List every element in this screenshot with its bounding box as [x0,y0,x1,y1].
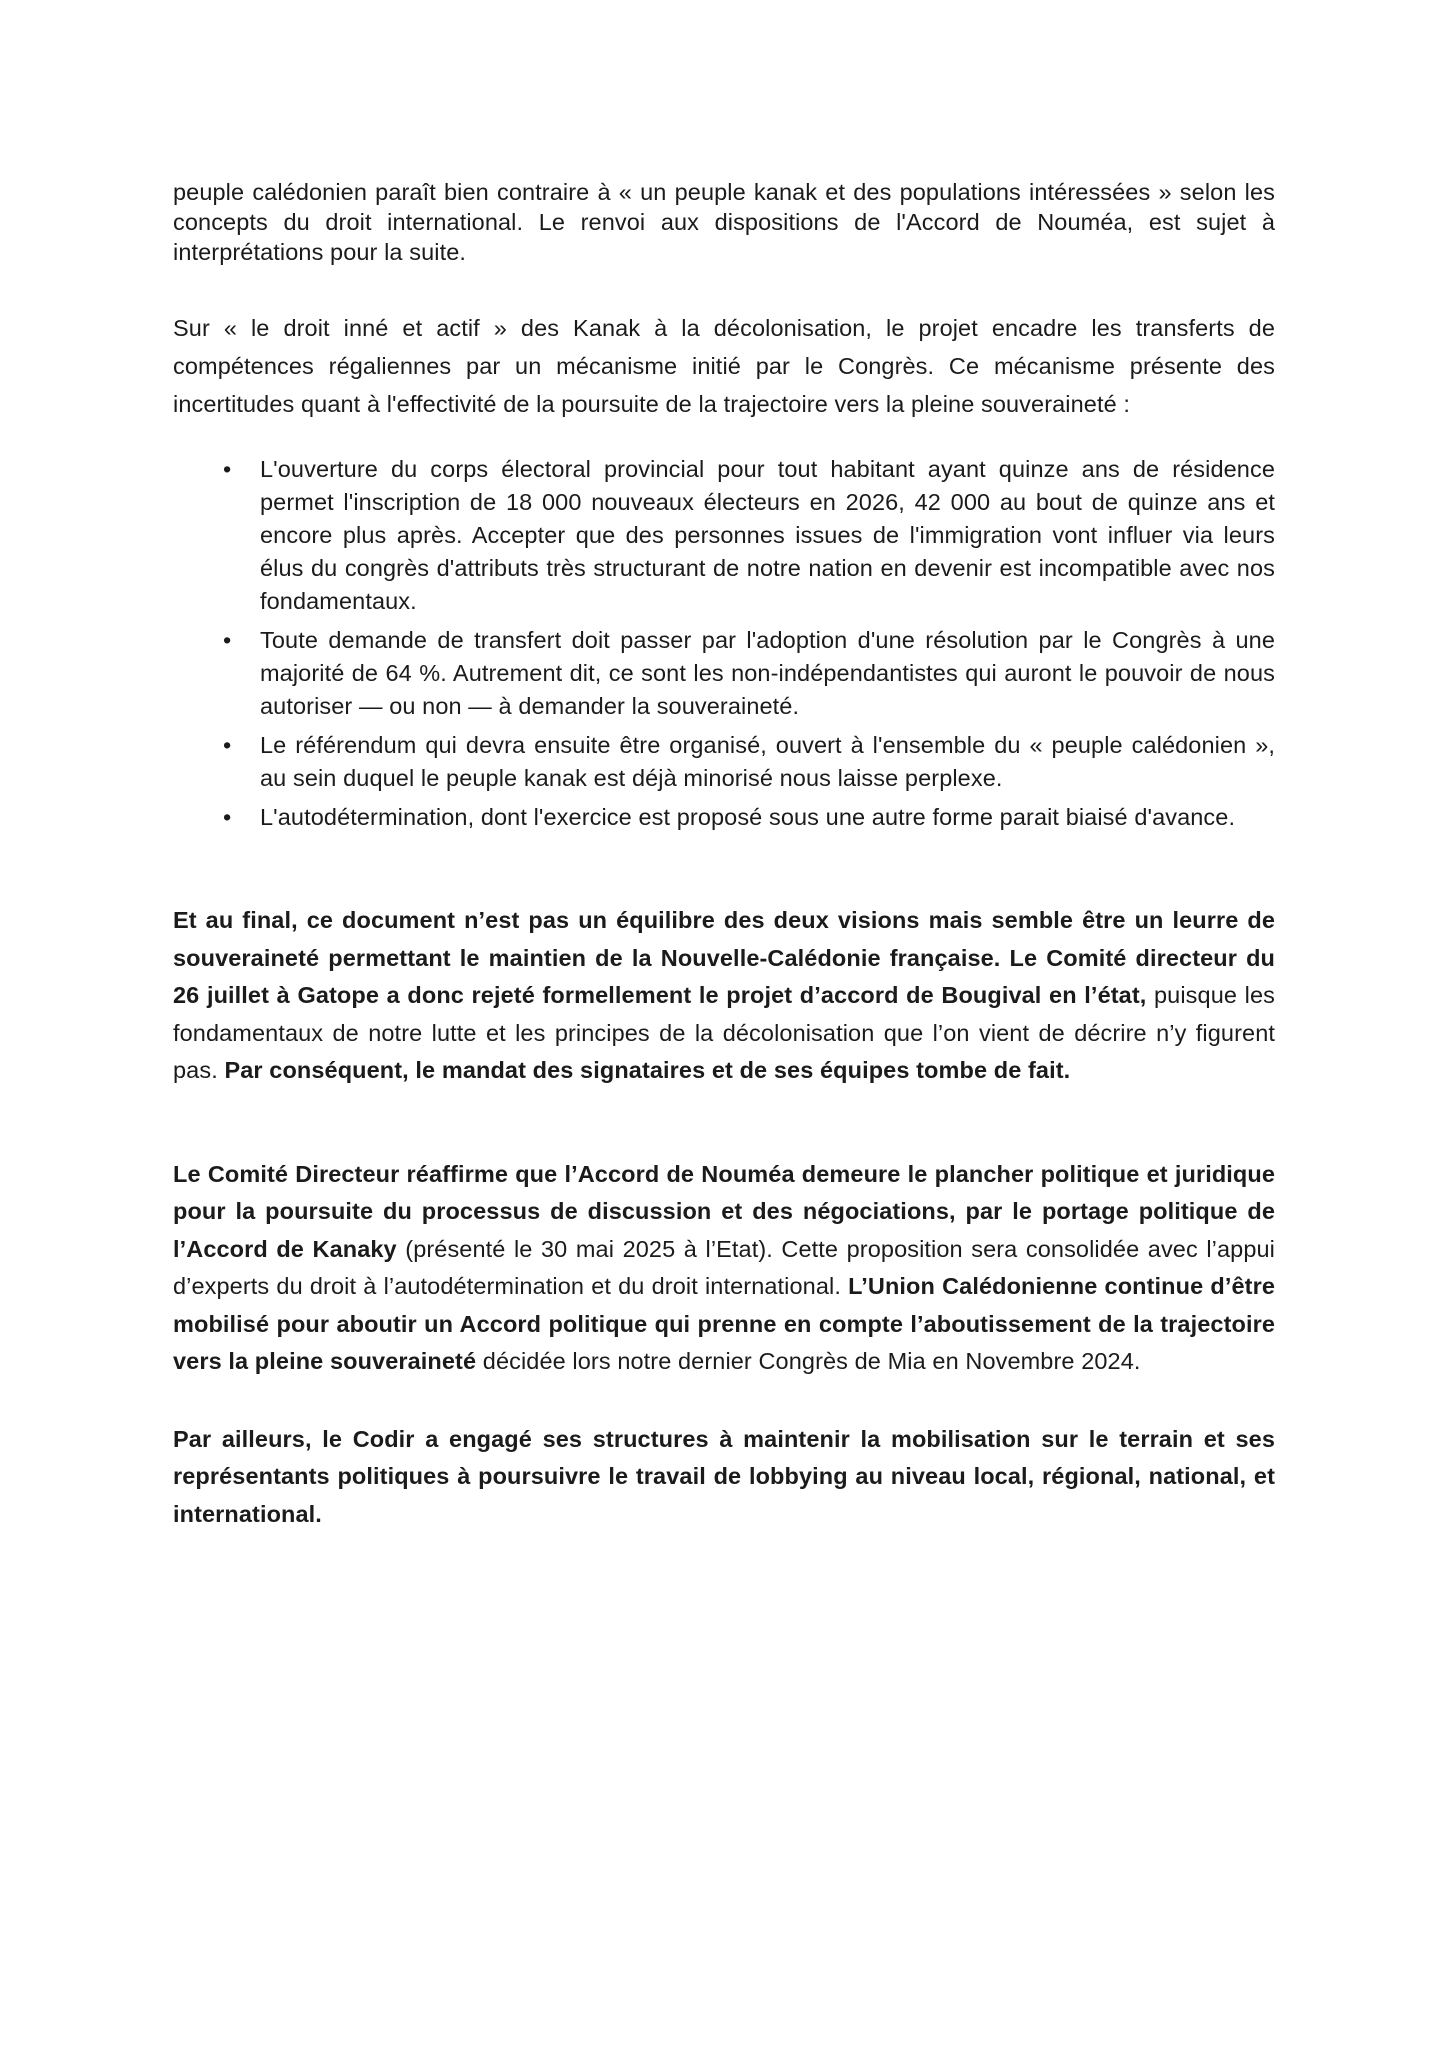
text-run: L’Union Calédonienne continue d’être mobilisé pour aboutir un Accord politique qui prenne en compte l’aboutissement de la trajectoire vers la pleine souveraineté [173,1273,1275,1374]
text-run: L'autodétermination, dont l'exercice est proposé sous une autre forme parait biaisé d'avance. [260,804,1236,830]
bullet-icon: • [223,627,232,653]
paragraph-reaffirmation [173,1156,1275,1381]
bullet-icon: • [223,804,232,830]
text-run: (présenté le 30 mai 2025 à l’Etat). Cette proposition sera consolidée avec l’appui d’experts du droit à l’autodétermination et du droit international. [173,1235,1275,1299]
text-run: peuple calédonien paraît bien contraire à « un peuple kanak et des populations intéressées » selon les concepts du droit international. Le renvoi aux dispositions de l'Accord de Nouméa, est sujet à interprétations pour la suite. [173,179,1275,265]
text-run: décidée lors notre dernier Congrès de Mia en Novembre 2024. [476,1348,1141,1374]
document-content [173,177,1275,1533]
text-run: Le Comité Directeur réaffirme que l’Accord de Nouméa demeure le plancher politique et juridique pour la poursuite du processus de discussion et des négociations, par le portage politique de l’Accord de Kanaky [173,1160,1275,1262]
list-item [173,624,1275,723]
list-item [173,729,1275,795]
text-run: Par ailleurs, le Codir a engagé ses structures à maintenir la mobilisation sur le terrain et ses représentants politiques à poursuivre le travail de lobbying au niveau local, régional, national, et international. [173,1425,1275,1527]
text-run: Toute demande de transfert doit passer par l'adoption d'une résolution par le Congrès à une majorité de 64 %. Autrement dit, ce sont les non-indépendantistes qui auront le pouvoir de nous autoriser — ou non — à demander la souveraineté. [260,627,1275,719]
text-run: Le référendum qui devra ensuite être organisé, ouvert à l'ensemble du « peuple calédonien », au sein duquel le peuple kanak est déjà minorisé nous laisse perplexe. [260,732,1275,791]
paragraph-mobilization [173,1421,1275,1534]
paragraph-rejection [173,902,1275,1090]
text-run: puisque les fondamentaux de notre lutte et les principes de la décolonisation que l’on vient de décrire n’y figurent pas. [173,982,1275,1083]
text-run: Et au final, ce document n’est pas un équilibre des deux visions mais semble être un leurre de souveraineté permettant le maintien de la Nouvelle-Calédonie française. Le Comité directeur du 26 juillet à Gatope a donc rejeté formellement le projet d’accord de Bougival en l’état, [173,907,1275,1008]
bullet-list [173,453,1275,834]
bullet-icon: • [223,456,232,482]
text-run: Sur « le droit inné et actif » des Kanak à la décolonisation, le projet encadre les transferts de compétences régaliennes par un mécanisme initié par le Congrès. Ce mécanisme présente des incertitudes quant à l'effectivité de la poursuite de la trajectoire vers la pleine souveraineté : [173,315,1275,417]
text-run: L'ouverture du corps électoral provincial pour tout habitant ayant quinze ans de résidence permet l'inscription de 18 000 nouveaux électeurs en 2026, 42 000 au bout de quinze ans et encore plus après. Accepter que des personnes issues de l'immigration vont influer via leurs élus du congrès d'attributs très structurant de notre nation en devenir est incompatible avec nos fondamentaux. [260,456,1275,614]
list-item [173,801,1275,834]
bullet-icon: • [223,732,232,758]
text-run: Par conséquent, le mandat des signataires et de ses équipes tombe de fait. [217,1057,1071,1083]
paragraph-context [173,309,1275,423]
paragraph-intro [173,177,1275,267]
list-item [173,453,1275,618]
